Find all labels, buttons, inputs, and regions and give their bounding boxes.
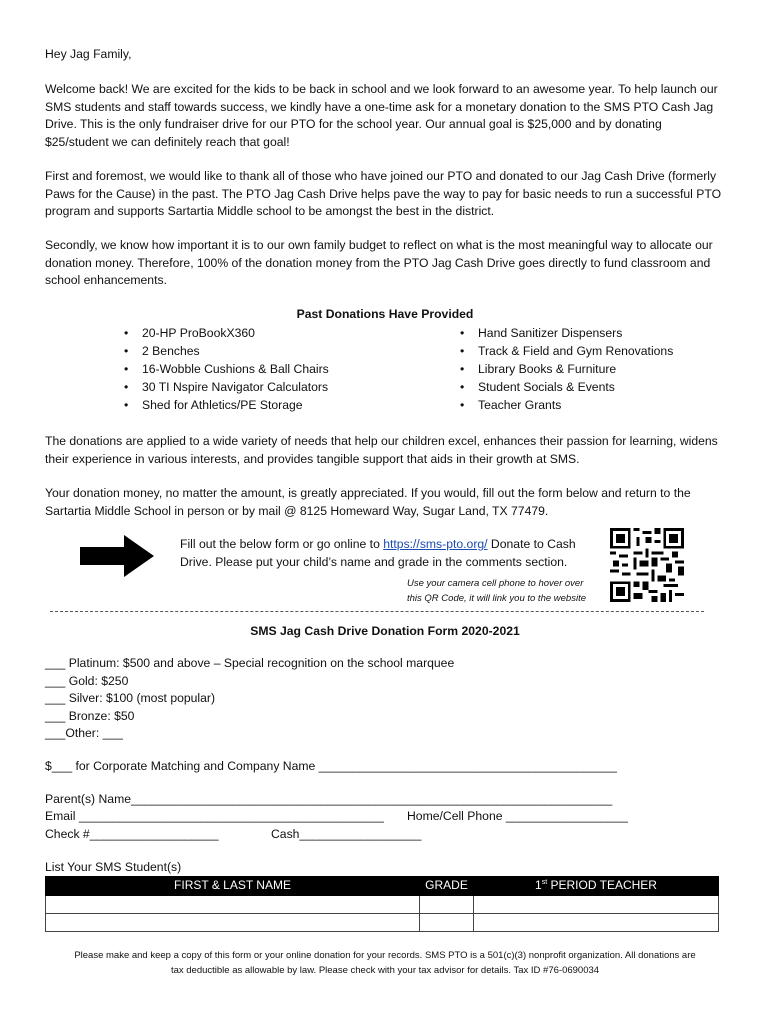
donation-levels — [45, 655, 454, 743]
students-label: List Your SMS Student(s) — [45, 860, 182, 874]
list-item: • 16-Wobble Cushions & Ball Chairs — [124, 361, 424, 379]
website-link[interactable]: https://sms-pto.org/ — [383, 537, 488, 551]
budget-paragraph: Secondly, we know how important it is to our own family budget to reflect on what is the most meaningful way to allocate our donation money. Therefore, 100% of the donation money from the PTO Jag Cash Drive goes directly to fund classroom and school enhancements. — [45, 238, 713, 287]
email-field[interactable]: Email _____________________________________________ — [45, 809, 384, 823]
list-item: • Teacher Grants — [460, 397, 730, 415]
footer-line-1: Please make and keep a copy of this form or your online donation for your records. SMS PTO is a 501(c)(3) nonprofit organization. All donations are — [74, 950, 696, 961]
level-platinum[interactable]: ___ Platinum: $500 and above – Special recognition on the school marquee — [45, 656, 455, 670]
cut-line — [50, 611, 704, 612]
footer-note — [40, 948, 730, 978]
level-other[interactable]: ___Other: ___ — [45, 726, 123, 740]
qr-code-icon[interactable] — [610, 527, 684, 603]
table-header-row — [46, 877, 719, 896]
list-item: • Shed for Athletics/PE Storage — [124, 397, 424, 415]
form-title: SMS Jag Cash Drive Donation Form 2020-2021 — [250, 624, 520, 638]
list-item: • Library Books & Furniture — [460, 361, 730, 379]
column-header-name: FIRST & LAST NAME — [46, 877, 420, 896]
online-text-after: Donate to Cash Drive. Please put your child’s name and grade in the comments section. — [180, 537, 576, 569]
qr-note-line-1: Use your camera cell phone to hover over — [407, 578, 584, 589]
check-number-field[interactable]: Check #___________________ — [45, 827, 219, 841]
column-header-grade: GRADE — [420, 877, 474, 896]
list-item: • 30 TI Nspire Navigator Calculators — [124, 379, 424, 397]
list-item: • 2 Benches — [124, 343, 424, 361]
footer-line-2: tax deductible as allowable by law. Please check with your tax advisor for details. Tax ID #76-0690034 — [170, 965, 600, 976]
list-item: • 20-HP ProBookX360 — [124, 325, 424, 343]
students-table — [45, 876, 719, 932]
level-gold[interactable]: ___ Gold: $250 — [45, 673, 129, 688]
right-arrow-icon — [80, 535, 154, 577]
column-header-teacher: 1st PERIOD TEACHER — [474, 877, 719, 896]
appreciation-paragraph: Your donation money, no matter the amount, is greatly appreciated. If you would, fill out the form below and return to the Sartartia Middle School in person or by mail @ 8125 Homeward Way, Sugar Land, TX 77479. — [45, 486, 691, 518]
donations-list-left — [124, 325, 424, 415]
student-name-cell[interactable] — [46, 914, 420, 932]
list-item: • Student Socials & Events — [460, 379, 730, 397]
parent-name-field[interactable]: Parent(s) Name_______________________________________________________________________ — [45, 792, 613, 806]
past-donations-heading: Past Donations Have Provided — [296, 307, 474, 321]
student-teacher-cell[interactable] — [474, 914, 719, 932]
student-grade-cell[interactable] — [420, 914, 474, 932]
student-teacher-cell[interactable] — [474, 896, 719, 914]
table-row — [46, 896, 719, 914]
online-text-before: Fill out the below form or go online to — [180, 537, 384, 551]
table-row — [46, 914, 719, 932]
student-name-cell[interactable] — [46, 896, 420, 914]
intro-paragraph: Welcome back! We are excited for the kids to be back in school and we look forward to an awesome year. To help launch our SMS students and staff towards success, we kindly have a one-time ask for a monetary donation to the SMS PTO Cash Jag Drive. This is the only fundraiser drive for our PTO for the school year. Our annual goal is $25,000 and by donating $25/student we can definitely reach that goal! — [45, 82, 718, 149]
donations-list-right — [460, 325, 730, 415]
corporate-matching-field[interactable]: $___ for Corporate Matching and Company Name ____________________________________________ — [45, 759, 617, 773]
online-instructions — [180, 536, 605, 571]
list-item: • Hand Sanitizer Dispensers — [460, 325, 730, 343]
greeting: Hey Jag Family, — [45, 47, 132, 61]
qr-note-line-2: this QR Code, it will link you to the website — [407, 593, 586, 604]
applied-paragraph: The donations are applied to a wide variety of needs that help our children excel, enhances their passion for learning, widens their experience in various interests, and provides tangible support that aids in their growth at SMS. — [45, 434, 718, 466]
cash-field[interactable]: Cash__________________ — [271, 827, 422, 841]
level-bronze[interactable]: ___ Bronze: $50 — [45, 708, 135, 723]
list-item: • Track & Field and Gym Renovations — [460, 343, 730, 361]
level-silver[interactable]: ___ Silver: $100 (most popular) — [45, 691, 216, 705]
student-grade-cell[interactable] — [420, 896, 474, 914]
phone-field[interactable]: Home/Cell Phone __________________ — [407, 809, 628, 823]
thanks-paragraph: First and foremost, we would like to thank all of those who have joined our PTO and donated to our Jag Cash Drive (formerly Paws for the Cause) in the past. The PTO Jag Cash Drive helps pave the way to pay for basic needs to run a successful PTO program and supports Sartartia Middle school to be amongst the best in the district. — [45, 169, 722, 218]
